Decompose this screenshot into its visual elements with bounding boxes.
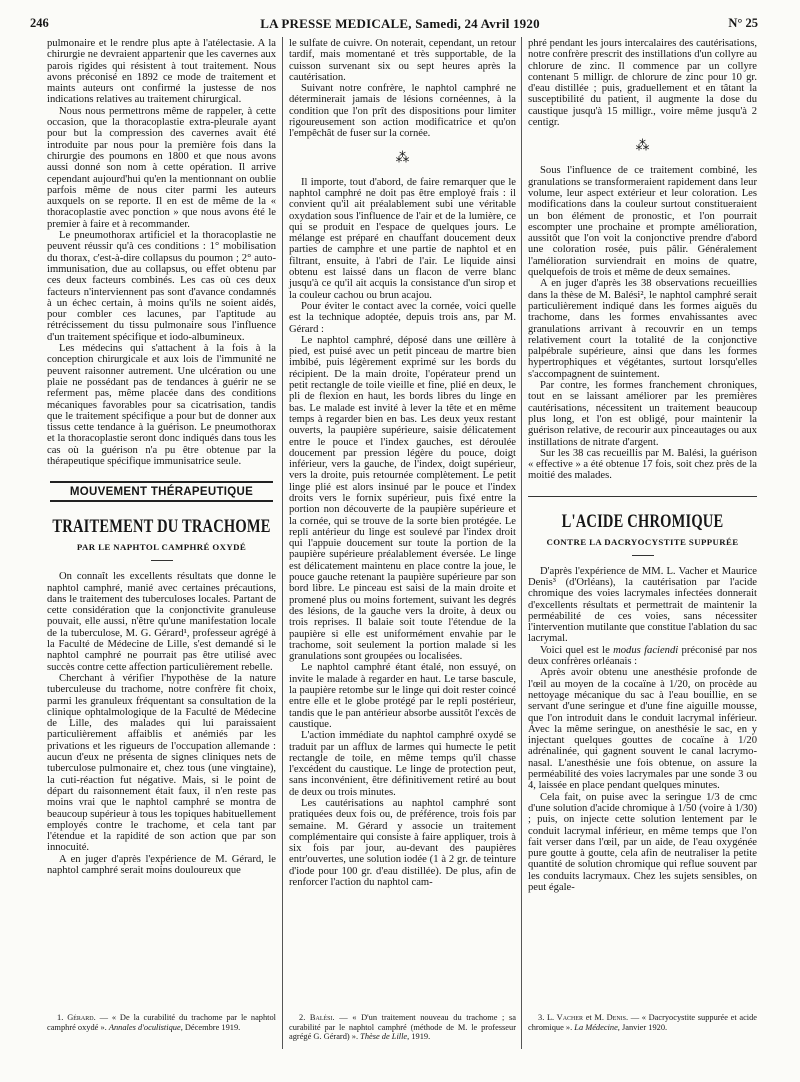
footnote-text: . — « Dacryocystite suppurée et acide chromique ». xyxy=(528,1013,758,1032)
article-title-text: L'ACIDE CHROMIQUE xyxy=(561,511,724,533)
issue-number: N° 25 xyxy=(728,16,758,30)
footnote-source: Annales d'oculistique xyxy=(108,1022,181,1032)
modus-italic: modus faciendi xyxy=(613,644,679,656)
paragraph: Il importe, tout d'abord, de faire remarquer que le naphtol camphré ne doit pas être employé frais : il convient qu'il ait préalablement subi une véritable oxydation sous l'influence de l'air et de la lumière, ce qui se produit en l'espace de quelques jours. Le mélange est préparé en chauffant doucement deux parties de camphre et une partie de naphtol et en filtrant, ensuite, à l'abri de l'air. Le liquide ainsi obtenu est laissé dans un flacon de verre blanc jusqu'à ce qu'il ait acquis la consistance d'un sirop et la couleur cachou ou brun acajou. xyxy=(289,176,516,301)
page-number: 246 xyxy=(30,16,49,30)
footnote-author: L. Vacher xyxy=(546,1013,584,1022)
column-rule-2 xyxy=(521,37,522,1049)
column-rule-1 xyxy=(282,37,283,1049)
footnote-author-2: M. Denis xyxy=(594,1013,626,1022)
column-3 xyxy=(528,38,757,893)
paragraph: phré pendant les jours intercalaires des cautérisations, notre confrère prescrit des instillations d'un collyre au chlorure de zinc. Il commence par un collyre contenant 5 milligr. de chlorure de zinc pour 10 gr. d'eau distillée ; puis, graduellement et en tâtant la susceptibilité du patient, il augmente la dose du caustique jusqu'à 15 milligr., voire même jusqu'à 2 centigr. xyxy=(528,38,757,129)
article-title-text: TRAITEMENT DU TRACHOME xyxy=(52,516,271,538)
modus-before: Voici quel est le xyxy=(540,644,614,656)
footnote-source: La Médecine xyxy=(574,1022,618,1032)
footnote-source: Thèse de Lille xyxy=(360,1032,408,1042)
footnote-2 xyxy=(289,1013,516,1042)
paragraph: Par contre, les formes franchement chroniques, tout en se laissant améliorer par les premières cautérisations, nécessitent un traitement beaucoup plus long, et l'on est obligé, pour maintenir la guérison relative, de recourir aux pinceautages ou aux instillations de nitrate d'argent. xyxy=(528,380,757,448)
footnote-tail: , Décembre 1919. xyxy=(180,1022,241,1032)
article-title-trachome xyxy=(47,518,276,536)
paragraph: Cela fait, on puise avec la seringue 1/3 de cmc d'une solution d'acide chromique à 1/50 (voire à 1/30) ; puis, on injecte cette solution lentement par le conduit lacrymal inférieur, en même temps que l'on fait verser dans l'œil, par un aide, de l'eau oxygénée pure goutte à goutte, cela afin de neutraliser la petite quantité de solution chromique qui reflue souvent par les conduits lacrymaux. Chez les sujets sensibles, on peut égale- xyxy=(528,791,757,893)
paragraph: Les médecins qui s'attachent à la fois à la conception chirurgicale et aux lois de l'immunité ne peuvent raisonner autrement. Une ulcération ou une plaie ne possédant pas de tendances à guérir ne se referment pas, même placée dans des conditions mécaniques favorables pour sa cicatrisation, tandis que le traitement spécifique a pour but de donner aux tissus cette tendance à la guérison. Le pneumothorax et la thoracoplastie seront donc indiqués dans tous les cas où la guérison n'a pu être obtenue par la thérapeutique spécifique immunisatrice seule. xyxy=(47,343,276,467)
paragraph: Pour éviter le contact avec la cornée, voici quelle est la technique adoptée, depuis trois ans, par M. Gérard : xyxy=(289,300,516,335)
footnote-1 xyxy=(47,1013,276,1032)
title-divider xyxy=(632,555,654,556)
paragraph: On connaît les excellents résultats que donne le naphtol camphré, manié avec certaines précautions, dans le traitement des tuberculoses locales. Partant de cette considération que la conjonctivite granuleuse pouvait, elle aussi, n'être qu'une manifestation locale de la tuberculose, M. G. Gérard¹, professeur agrégé à la Faculté de Médecine de Lille, s'est demandé si le naphtol camphré ne pourrait pas être utilisé avec succès contre cette affection particulièrement rebelle. xyxy=(47,571,276,673)
paragraph: pulmonaire et le rendre plus apte à l'atélectasie. A la chirurgie ne devraient appartenir que les cavernes aux parois rigides qui résistent à tout traitement. Nous avons préconisé en 1892 ce mode de traitement et maints auteurs ont confirmé la justesse de nos indications relatives au traitement chirurgical. xyxy=(47,38,276,106)
asterism-separator: ⁂ xyxy=(635,138,650,155)
footnote-number: 1. xyxy=(57,1013,68,1022)
paragraph: Après avoir obtenu une anesthésie profonde de l'œil au moyen de la cocaïne à 1/20, on procède au nettoyage mécanique du sac à l'eau bouillie, en se servant d'une seringue et d'une fine aiguille mousse, que l'on introduit dans le conduit lacrymal inférieur. Avec la même seringue, on anesthésie le sac, en y injectant quelques gouttes de cocaïne à 1/20 adrénalinée, qui gagnent souvent le canal lacrymo-nasal. L'anesthésie une fois obtenue, on assure la perméabilité des voies lacrymales par une sonde 3 ou 4, laissée en place pendant quelques minutes. xyxy=(528,667,757,792)
paragraph: A en juger d'après les 38 observations recueillies dans la thèse de M. Balési², le naphtol camphré serait particulièrement indiqué dans les formes aiguës du trachome, dans les formes envahissantes avec granulations arrivant à recouvrir en un temps relativement court la totalité de la conjonctive palpébrale supérieure, ainsi que dans les formes hypertrophiques et végétantes, surtout lorsqu'elles s'accompagnent de suintement. xyxy=(528,278,757,380)
column-1 xyxy=(47,38,276,876)
footnote-3 xyxy=(528,1013,757,1032)
article-subtitle-chromique: CONTRE LA DACRYOCYSTITE SUPPURÉE xyxy=(546,536,739,547)
footnote-author: Gérard xyxy=(67,1013,94,1022)
paragraph: Sur les 38 cas recueillis par M. Balési, la guérison « effective » a été obtenue 17 fois, soit chez près de la moitié des malades. xyxy=(528,447,757,482)
article-divider xyxy=(528,496,757,497)
paragraph: D'après l'expérience de MM. L. Vacher et Maurice Denis³ (d'Orléans), la cautérisation par l'acide chromique des voies lacrymales infectées donnerait d'excellents résultats et permettrait de maintenir la perméabilité de ces voies, sans nécessiter l'intervention mutilante que constitue l'ablation du sac lacrymal. xyxy=(528,565,757,645)
modus-after: préconisé par nos deux confrères orléanais : xyxy=(528,644,758,668)
paragraph: L'action immédiate du naphtol camphré oxydé se traduit par un afflux de larmes qui humecte le petit rectangle de toile, en même temps qu'il chasse l'excédent du caustique. Le linge de protection peut, sans inconvénient, être définitivement retiré au bout de deux ou trois minutes. xyxy=(289,730,516,798)
section-heading: MOUVEMENT THÉRAPEUTIQUE xyxy=(69,486,254,499)
footnote-tail: , 1919. xyxy=(407,1032,431,1042)
paragraph: Le naphtol camphré, déposé dans une œillère à pied, est puisé avec un petit pinceau de martre bien imbibé, puis légèrement exprimé sur les bords du récipient. De la main droite, l'opérateur prend un petit rectangle de toile vieille et fine, plié en deux, le pli de flexion en haut, les bords libres du linge en bas. Le malade est invité à lever la tête et en même temps à regarder bien en bas. Les deux yeux restant ouverts, la paupière supérieure, saisie délicatement entre le pouce et l'index gauches, est déroulée doucement par pression légère du pouce, doigt inférieur, vers la gauche, de l'index, doigt supérieur, vers la droite, puis retournée complètement. Le petit linge plié est alors insinué par le pouce et l'index droits vers le fornix supérieur, puis fixé entre la portion non découverte de la paupière supérieure et la cornée, qui se trouve de la sorte bien protégée. Le repli antérieur du linge est soulevé par l'index droit qui l'appuie doucement sur toute la portion de la paupière supérieure préalablement éversée. Le linge est délicatement maintenu en place contre la joue, le pouce gauche retenant la paupière supérieure par son bord libre. Le pinceau est saisi de la main droite et promené plus ou moins fortement, suivant les degrés des lésions, de la gauche vers la droite, à deux ou trois reprises. Il balaie soit toute l'étendue de la paupière si elle est uniformément envahie par le trachome, soit seulement la portion malade si les granulations sont groupées ou localisées. xyxy=(289,334,516,663)
paragraph: Cherchant à vérifier l'hypothèse de la nature tuberculeuse du trachome, notre confrère fit choix, parmi les granuleux fréquentant sa consultation de la clinique ophtalmologique de la Faculté de Médecine de Lille, des malades qui lui paraissaient particulièrement affaiblis et anémiés par les privations et les rigueurs de l'occupation allemande : aucun d'eux ne présenta de signes cliniques nets de tuberculose pulmonaire et, chez tous (une vingtaine), la cuti-réaction fut négative. Mais, si le point de départ du raisonnement était faux, il n'en reste pas moins vrai que le naphtol camphré se montra de beaucoup supérieur à tous les topiques habituellement employés contre le trachome, et cela tant par l'étendue et la rapidité de son action que par son innocuité. xyxy=(47,672,276,854)
footnote-author: Balési xyxy=(309,1013,333,1022)
paragraph: Le pneumothorax artificiel et la thoracoplastie ne peuvent réussir qu'à ces conditions : 1° mobilisation du thorax, c'est-à-dire collapsus du poumon ; 2° auto-immunisation, due au collapsus, ou effet obtenu par ces deux facteurs combinés. Les cas où ces deux facteurs n'interviennent pas sont d'avance condamnés à un échec certain, à moins qu'ils ne soient aidés, pour combler ces lacunes, par l'aptitude au rétrécissement du tissu pulmonaire sous l'influence d'un traitement spécifique et iodo-albumineux. xyxy=(47,230,276,343)
paragraph: Les cautérisations au naphtol camphré sont pratiquées deux fois ou, de préférence, trois fois par semaine. M. Gérard y associe un traitement complémentaire qui consiste à faire appliquer, trois à six fois par jour, au-devant des paupières entr'ouvertes, une solution iodée (1 à 2 gr. de teinture d'iode pour 100 gr. d'eau distillée). De plus, afin de renforcer l'action du naphtol cam- xyxy=(289,798,516,889)
footnote-text: . — « D'un traitement nouveau du trachome ; sa curabilité par le naphtol camphré (méthode de M. le professeur agrégé G. Gérard) ». xyxy=(289,1013,516,1042)
footnote-text: . — « De la curabilité du trachome par le naphtol camphré oxydé ». xyxy=(47,1013,277,1032)
footnote-number: 3. xyxy=(538,1013,547,1022)
paragraph: Sous l'influence de ce traitement combiné, les granulations se transformeraient rapidement dans leur volume, leur aspect extérieur et leur coloration. Les modifications dans la couleur surtout constitueraient un bon élément de pronostic, et l'on pourrait escompter une prochaine et prompte amélioration, aussitôt que l'on voit la conjonctive prendre d'abord une coloration rosée, puis pâlir. Généralement l'amélioration surviendrait en moins de quatre, quelquefois de trois et même de deux semaines. xyxy=(528,165,757,279)
footnote-tail: , Janvier 1920. xyxy=(617,1022,668,1032)
footnote-number: 2. xyxy=(299,1013,310,1022)
section-heading-box xyxy=(50,481,273,502)
asterism-separator: ⁂ xyxy=(395,149,410,166)
masthead-title: LA PRESSE MEDICALE, Samedi, 24 Avril 1920 xyxy=(260,16,540,31)
article-subtitle-trachome: PAR LE NAPHTOL CAMPHRÉ OXYDÉ xyxy=(76,542,247,553)
paragraph: A en juger d'après l'expérience de M. Gérard, le naphtol camphré serait moins douloureux que xyxy=(47,853,276,876)
paragraph: Suivant notre confrère, le naphtol camphré ne déterminerait jamais de lésions cornéennes, à la condition que l'on prît des dispositions pour limiter rigoureusement son action modificatrice et qu'on l'empêchât de fuser sur la cornée. xyxy=(289,83,516,140)
paragraph: Nous nous permettrons même de rappeler, à cette occasion, que la thoracoplastie extra-pleurale ayant pour but la compression des cavernes avait été introduite par nous pour la première fois dans la chirurgie des poumons en 1800 et que nous avons aussi donné son nom à cette opération. Il arrive cependant aujourd'hui qu'en la mentionnant on oublie parfois même de nous citer parmi les auteurs auxquels on se reporte. Il en est de même de la « thoracoplastie avec ponction » que nous avons été le premier à faire et à recommander. xyxy=(47,105,276,230)
paragraph-modus xyxy=(528,645,757,668)
footnote-conjunction: et xyxy=(583,1013,595,1022)
paragraph: Le naphtol camphré étant étalé, non essuyé, on invite le malade à regarder en haut. Le tarse bascule, la paupière retombe sur le linge qui doit rester coincé entre elle et le globe protégé par le repli postérieur, tandis que le pan antérieur absorbe aussitôt l'excès de caustique. xyxy=(289,662,516,730)
article-title-chromique xyxy=(528,513,757,531)
title-divider xyxy=(151,560,173,561)
paragraph: le sulfate de cuivre. On noterait, cependant, un retour tardif, mais momentané et très supportable, de la cuisson survenant six ou sept heures après la cautérisation. xyxy=(289,38,516,83)
column-2 xyxy=(289,38,516,888)
